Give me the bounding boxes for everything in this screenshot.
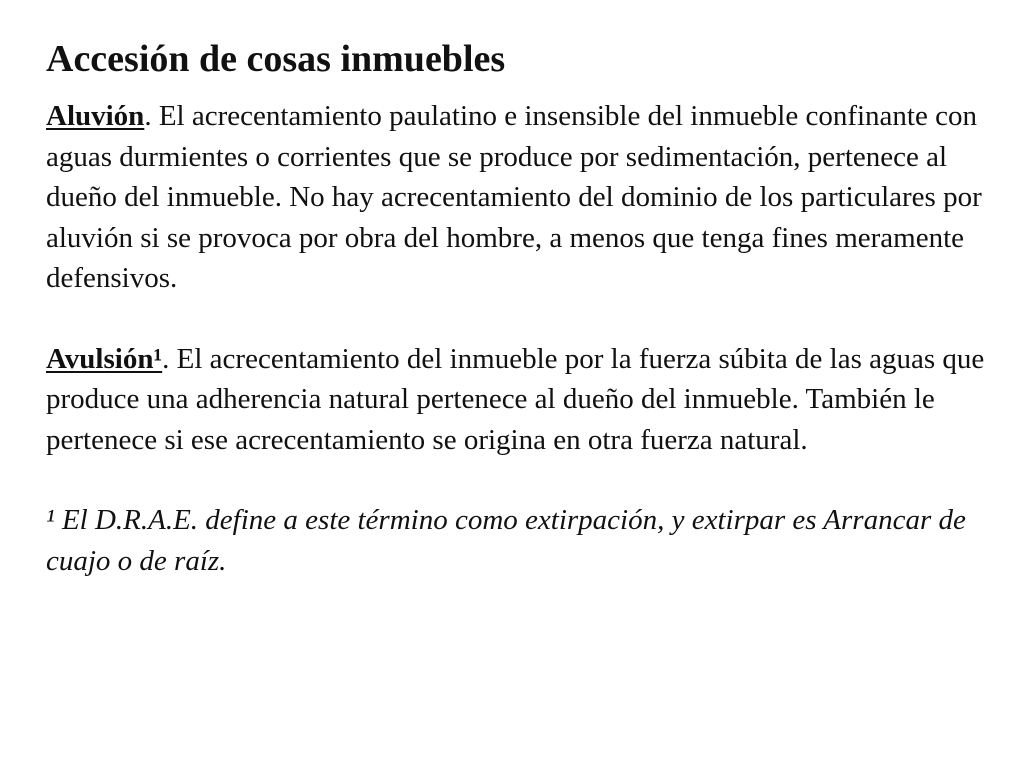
avulsion-term: Avulsión¹ bbox=[46, 342, 163, 375]
avulsion-definition: . El acrecentamiento del inmueble por la fuerza súbita de las aguas que produce una adherencia natural pertenece al dueño del inmueble. También le pertenece si ese acrecentamiento se origina en otra fuerza natural. bbox=[46, 342, 985, 456]
footnote-mark: ¹ bbox=[46, 504, 55, 536]
aluvion-term: Aluvión bbox=[46, 100, 145, 132]
slide-title: Accesión de cosas inmuebles bbox=[46, 38, 506, 80]
footnote-text: El D.R.A.E. define a este término como extirpación, y extirpar es Arrancar de cuajo o de raíz. bbox=[46, 504, 966, 577]
footnote-paragraph bbox=[46, 500, 986, 581]
aluvion-paragraph bbox=[46, 96, 986, 299]
aluvion-definition: . El acrecentamiento paulatino e insensible del inmueble confinante con aguas durmientes o corrientes que se produce por sedimentación, pertenece al dueño del inmueble. No hay acrecentamiento del dominio de los particulares por aluvión si se provoca por obra del hombre, a menos que tenga fines meramente defensivos. bbox=[46, 100, 982, 294]
avulsion-paragraph bbox=[46, 339, 986, 461]
slide-content bbox=[46, 32, 986, 581]
